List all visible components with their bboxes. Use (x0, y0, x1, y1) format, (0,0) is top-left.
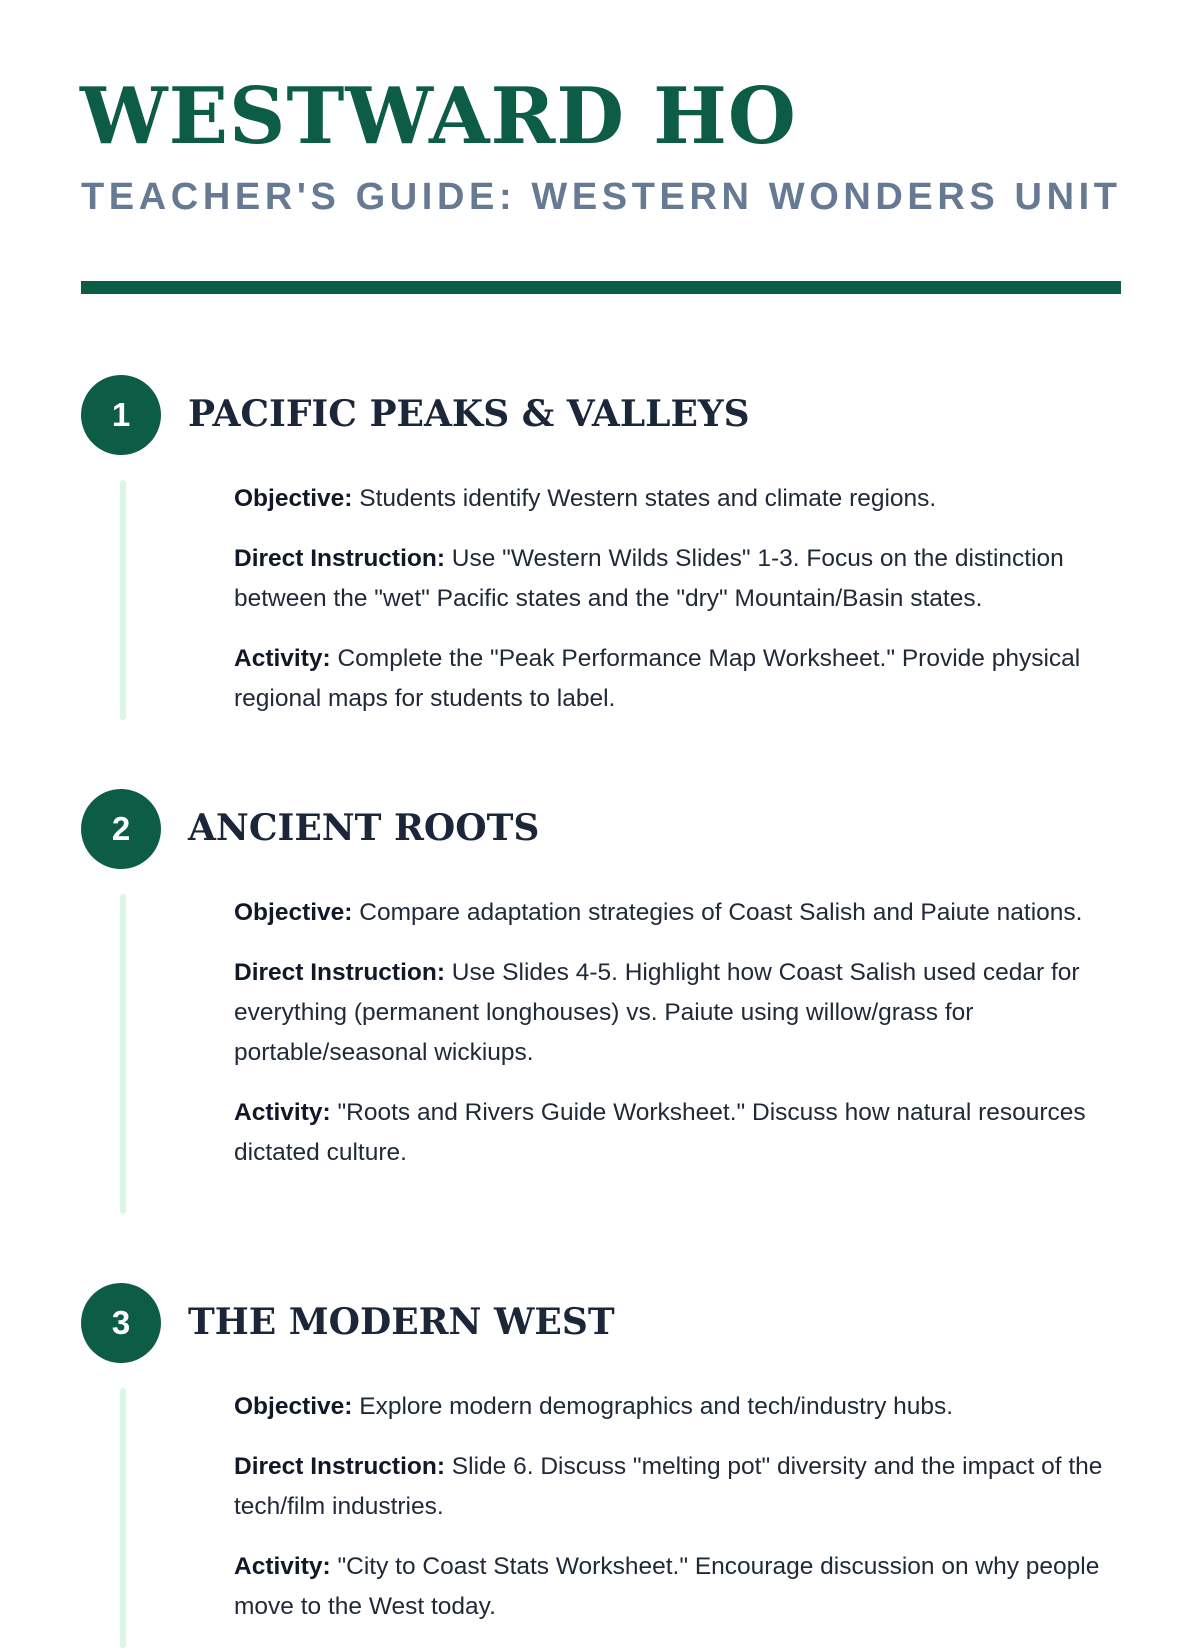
section-number-badge: 3 (81, 1283, 161, 1363)
direct-instruction-text: Use Slides 4-5. Highlight how Coast Salish used cedar for everything (permanent longhouses) vs. Paiute using willow/grass for portable/seasonal wickiups. (234, 959, 1080, 1066)
section-number-badge: 2 (81, 789, 161, 869)
objective-text: Students identify Western states and climate regions. (352, 485, 937, 512)
objective-paragraph (234, 893, 1114, 933)
section-title: THE MODERN WEST (188, 1301, 615, 1343)
activity-paragraph (234, 639, 1114, 719)
direct-instruction-label: Direct Instruction: (234, 545, 445, 572)
direct-instruction-label: Direct Instruction: (234, 1453, 445, 1480)
direct-instruction-paragraph (234, 539, 1114, 619)
activity-label: Activity: (234, 645, 331, 672)
activity-paragraph (234, 1093, 1114, 1173)
activity-text: "City to Coast Stats Worksheet." Encourage discussion on why people move to the West today. (234, 1553, 1100, 1620)
objective-text: Explore modern demographics and tech/industry hubs. (352, 1393, 954, 1420)
objective-label: Objective: (234, 485, 353, 512)
objective-label: Objective: (234, 1393, 353, 1420)
activity-label: Activity: (234, 1099, 331, 1126)
section-body (234, 479, 1114, 739)
objective-paragraph (234, 1387, 1114, 1427)
section-number-badge: 1 (81, 375, 161, 455)
activity-text: Complete the "Peak Performance Map Worksheet." Provide physical regional maps for students to label. (234, 645, 1081, 712)
section-body (234, 1387, 1114, 1647)
section-body (234, 893, 1114, 1193)
activity-paragraph (234, 1547, 1114, 1627)
section-title: ANCIENT ROOTS (188, 807, 540, 849)
objective-paragraph (234, 479, 1114, 519)
objective-label: Objective: (234, 899, 353, 926)
activity-label: Activity: (234, 1553, 331, 1580)
direct-instruction-paragraph (234, 953, 1114, 1073)
header-divider (81, 281, 1121, 294)
page-subtitle: TEACHER'S GUIDE: WESTERN WONDERS UNIT (81, 176, 1122, 218)
timeline-line (120, 1388, 126, 1648)
direct-instruction-label: Direct Instruction: (234, 959, 445, 986)
timeline-line (120, 894, 126, 1214)
direct-instruction-text: Slide 6. Discuss "melting pot" diversity and the impact of the tech/film industries. (234, 1453, 1103, 1520)
timeline-line (120, 480, 126, 720)
direct-instruction-text: Use "Western Wilds Slides" 1-3. Focus on the distinction between the "wet" Pacific states and the "dry" Mountain/Basin states. (234, 545, 1064, 612)
section-title: PACIFIC PEAKS & VALLEYS (188, 393, 750, 435)
activity-text: "Roots and Rivers Guide Worksheet." Discuss how natural resources dictated culture. (234, 1099, 1086, 1166)
objective-text: Compare adaptation strategies of Coast Salish and Paiute nations. (352, 899, 1083, 926)
page-title: WESTWARD HO (80, 71, 797, 162)
direct-instruction-paragraph (234, 1447, 1114, 1527)
